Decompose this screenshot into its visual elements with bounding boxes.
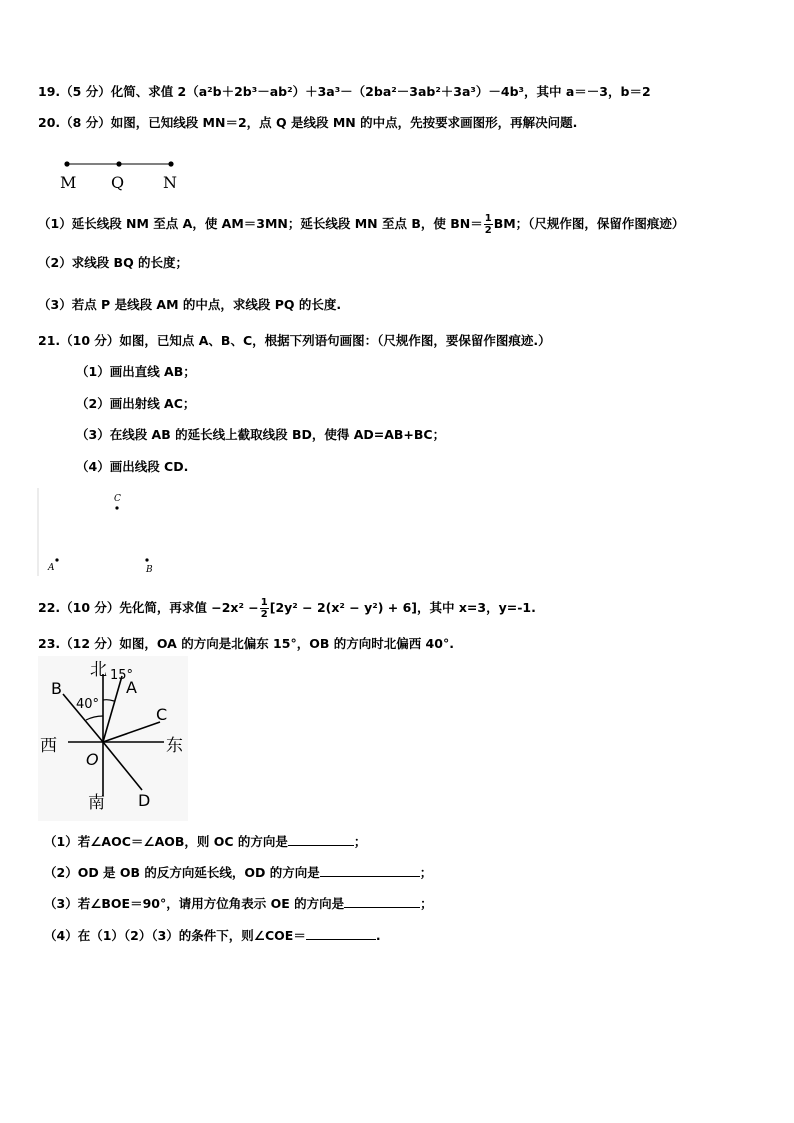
point-c-label: C (114, 494, 121, 504)
q23-sub2: （2）OD 是 OB 的反方向延长线，OD 的方向是 ； (44, 865, 433, 880)
label-q: Q (111, 173, 125, 192)
q19-text: 19.（5 分）化简、求值 2（a²b＋2b³－ab²）＋3a³－（2ba²－3ab²＋3a³）－4b³，其中 a＝－3，b＝2 (38, 84, 651, 99)
answer-blank-2[interactable] (320, 864, 420, 877)
q23-sub4: （4）在（1）（2）（3）的条件下，则∠COE＝ . (44, 928, 381, 943)
q20-sub1-b: BM；（尺规作图，保留作图痕迹） (493, 216, 685, 231)
q23-compass-figure (38, 656, 188, 821)
q23-stem: 23.（12 分）如图，OA 的方向是北偏东 15°，OB 的方向时北偏西 40°. (38, 636, 454, 651)
point-c (115, 506, 118, 509)
label-b: B (51, 679, 62, 698)
q21-sub4: （4）画出线段 CD. (76, 459, 189, 474)
label-west: 西 (40, 736, 57, 756)
label-c: C (156, 705, 168, 724)
label-south: 南 (88, 793, 105, 813)
label-angle-40: 40° (76, 697, 100, 712)
fraction-half: $\frac{1}{2}$ (484, 213, 492, 236)
point-b (145, 558, 148, 561)
point-a (55, 558, 58, 561)
label-east: 东 (166, 736, 183, 756)
q22-b: [2y² − 2(x² − y²) + 6]，其中 x=3，y=-1. (269, 600, 536, 615)
label-n: N (163, 173, 177, 192)
point-a-label: A (48, 563, 55, 573)
label-d: D (138, 791, 151, 810)
q20-sub1 (38, 213, 684, 236)
q21-stem: 21.（10 分）如图，已知点 A、B、C，根据下列语句画图：（尺规作图，要保留作图痕迹.） (38, 333, 551, 348)
label-m: M (60, 173, 77, 192)
answer-blank-1[interactable] (288, 833, 354, 846)
q20-segment-figure (55, 152, 190, 192)
q20-sub3: （3）若点 P 是线段 AM 的中点，求线段 PQ 的长度. (38, 297, 342, 312)
q23-sub1: （1）若∠AOC＝∠AOB，则 OC 的方向是 ； (44, 834, 367, 849)
q21-sub1: （1）画出直线 AB； (76, 364, 196, 379)
q21-points-figure (36, 488, 176, 580)
fraction-half-q22: $\frac{1}{2}$ (260, 597, 268, 620)
q20-sub2: （2）求线段 BQ 的长度； (38, 255, 189, 270)
q20-sub1-a: （1）延长线段 NM 至点 A，使 AM＝3MN；延长线段 MN 至点 B，使 BN＝ (38, 216, 483, 231)
label-o: O (86, 750, 99, 769)
q22-text (38, 597, 536, 620)
point-b-label: B (146, 565, 153, 575)
q20-stem: 20.（8 分）如图，已知线段 MN＝2，点 Q 是线段 MN 的中点，先按要求画图形，再解决问题. (38, 115, 578, 130)
q23-sub3: （3）若∠BOE＝90°，请用方位角表示 OE 的方向是 ； (44, 896, 433, 911)
answer-blank-4[interactable] (306, 927, 376, 940)
answer-blank-3[interactable] (344, 895, 420, 908)
label-north: 北 (90, 660, 107, 680)
label-angle-15: 15° (110, 668, 134, 683)
q21-sub2: （2）画出射线 AC； (76, 396, 196, 411)
label-a: A (126, 678, 137, 697)
q22-a: 22.（10 分）先化简，再求值 −2x² − (38, 600, 259, 615)
q21-sub3: （3）在线段 AB 的延长线上截取线段 BD，使得 AD=AB+BC； (76, 427, 446, 442)
